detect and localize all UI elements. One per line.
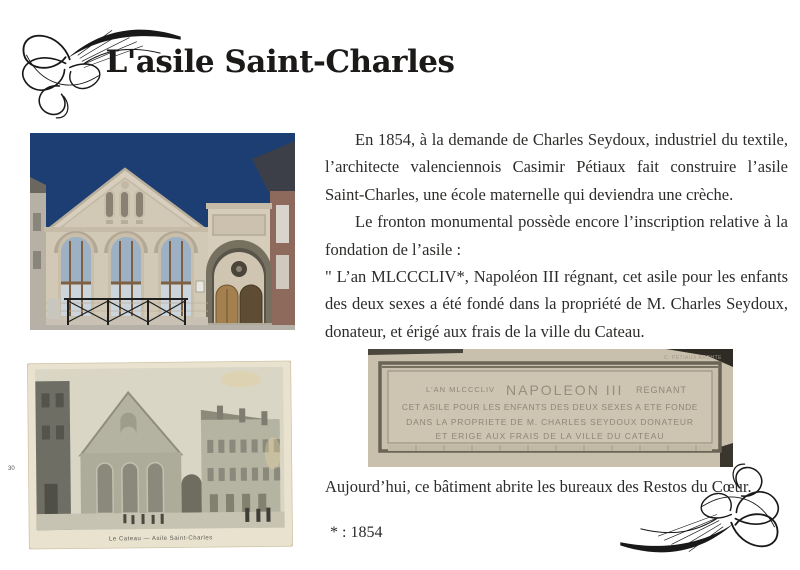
facade-panel	[213, 215, 265, 235]
plaque-line4: ET ERIGE AUX FRAIS DE LA VILLE DU CATEAU	[435, 431, 665, 441]
plaque-line1-year: L'AN MLCCCLIV	[426, 385, 496, 394]
paragraph-history: En 1854, à la demande de Charles Seydoux, industriel du textile, l’architecte valenciennois Casimir Pétiaux fait construire l’asile Saint-Charles, une école maternelle qui deviendra une crèche.	[325, 130, 788, 204]
page-number-marker: 30	[8, 466, 15, 472]
postcard-photo	[27, 361, 293, 550]
plaque-line1-regnant: REGNANT	[636, 385, 688, 395]
paragraph-fronton: Le fronton monumental possède encore l’inscription relative à la fondation de l’asile :	[325, 212, 788, 259]
postcard-left-house	[35, 381, 71, 530]
plaque-line2: CET ASILE POUR LES ENFANTS DES DEUX SEXES A ETE FONDE	[401, 402, 699, 412]
postcard-caption: Le Cateau — Asile Saint-Charles	[109, 535, 213, 543]
right-door	[240, 285, 262, 328]
wall-sign	[196, 281, 204, 292]
calligraphy-swirl-icon	[610, 457, 795, 570]
plaque-line3: DANS LA PROPRIETE DE M. CHARLES SEYDOUX DONATEUR	[406, 417, 694, 427]
paragraph-today: Aujourd’hui, ce bâtiment abrite les bureaux des Restos du Cœur.	[325, 477, 752, 496]
facade-photo	[30, 133, 295, 330]
plaque-architect-signature: C. PETIAUX ARCHTE	[664, 355, 722, 361]
plaque-bottom-ledge	[388, 445, 712, 451]
left-neighbor-building	[30, 177, 46, 330]
utility-box	[48, 299, 60, 319]
paragraph-inscription-quote: " L’an MLCCCLIV*, Napoléon III régnant, cet asile pour les enfants des deux sexes a été fondé dans la propriété de M. Charles Seydoux, donateur, et érigé aux frais de la ville du Cateau.	[325, 267, 788, 341]
inscription-plaque-photo	[368, 349, 733, 467]
entrance-portal	[206, 240, 272, 330]
footnote-1854: * : 1854	[330, 524, 383, 541]
body-text-column	[325, 126, 788, 345]
plaque-line1-napoleon: NAPOLEON III	[506, 382, 624, 398]
page-title: L'asile Saint-Charles	[105, 44, 455, 80]
